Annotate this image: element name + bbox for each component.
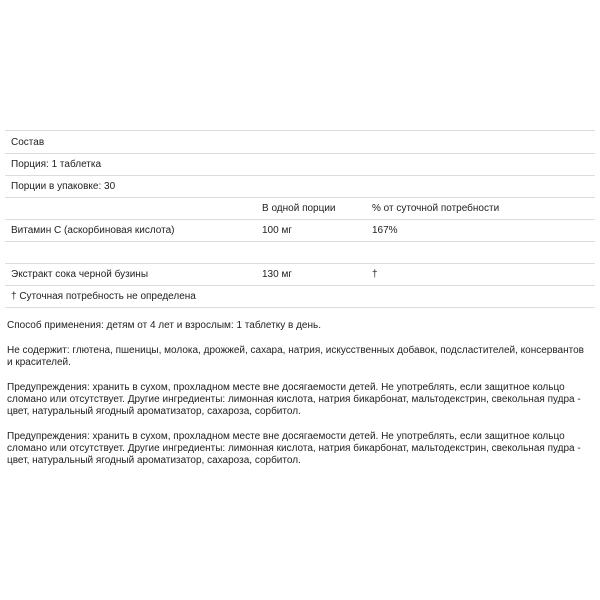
- ingredient-header: [5, 198, 256, 220]
- product-info: [5, 130, 595, 480]
- table-row: [5, 220, 595, 242]
- facts-header-row: [5, 198, 595, 220]
- servings-per-container: Порции в упаковке: 30: [5, 176, 595, 198]
- facts-footnote: † Суточная потребность не определена: [5, 286, 595, 308]
- servings-per-container-row: [5, 176, 595, 198]
- description-paragraphs: [5, 320, 595, 467]
- ingredient-amount: 130 мг: [256, 264, 366, 286]
- spacer-row: [5, 242, 595, 264]
- ingredient-daily-value: 167%: [366, 220, 595, 242]
- supplement-facts-table: [5, 130, 595, 308]
- footnote-row: [5, 286, 595, 308]
- ingredient-amount: 100 мг: [256, 220, 366, 242]
- free-of-text: Не содержит: глютена, пшеницы, молока, дрожжей, сахара, натрия, искусственных добавок, подсластителей, консервантов и красителей.: [7, 345, 584, 368]
- serving-size-row: [5, 154, 595, 176]
- ingredient-name: Витамин С (аскорбиновая кислота): [5, 220, 256, 242]
- daily-value-header: % от суточной потребности: [366, 198, 595, 220]
- ingredient-name: Экстракт сока черной бузины: [5, 264, 256, 286]
- facts-title-row: [5, 131, 595, 154]
- amount-header: В одной порции: [256, 198, 366, 220]
- ingredient-daily-value: †: [366, 264, 595, 286]
- warning-text-repeat: Предупреждения: хранить в сухом, прохладном месте вне досягаемости детей. Не употреблять, если защитное кольцо сломано или отсутствует. Другие ингредиенты: лимонная кислота, натрия бикарбонат, мальтодекстрин, свекольная пудра - цвет, натуральный ягодный ароматизатор, сахароза, сорбитол.: [7, 431, 581, 466]
- usage-text: Способ применения: детям от 4 лет и взрослым: 1 таблетку в день.: [7, 320, 321, 331]
- warning-text: Предупреждения: хранить в сухом, прохладном месте вне досягаемости детей. Не употреблять, если защитное кольцо сломано или отсутствует. Другие ингредиенты: лимонная кислота, натрия бикарбонат, мальтодекстрин, свекольная пудра - цвет, натуральный ягодный ароматизатор, сахароза, сорбитол.: [7, 382, 581, 417]
- table-row: [5, 264, 595, 286]
- facts-title: Состав: [5, 131, 595, 154]
- serving-size: Порция: 1 таблетка: [5, 154, 595, 176]
